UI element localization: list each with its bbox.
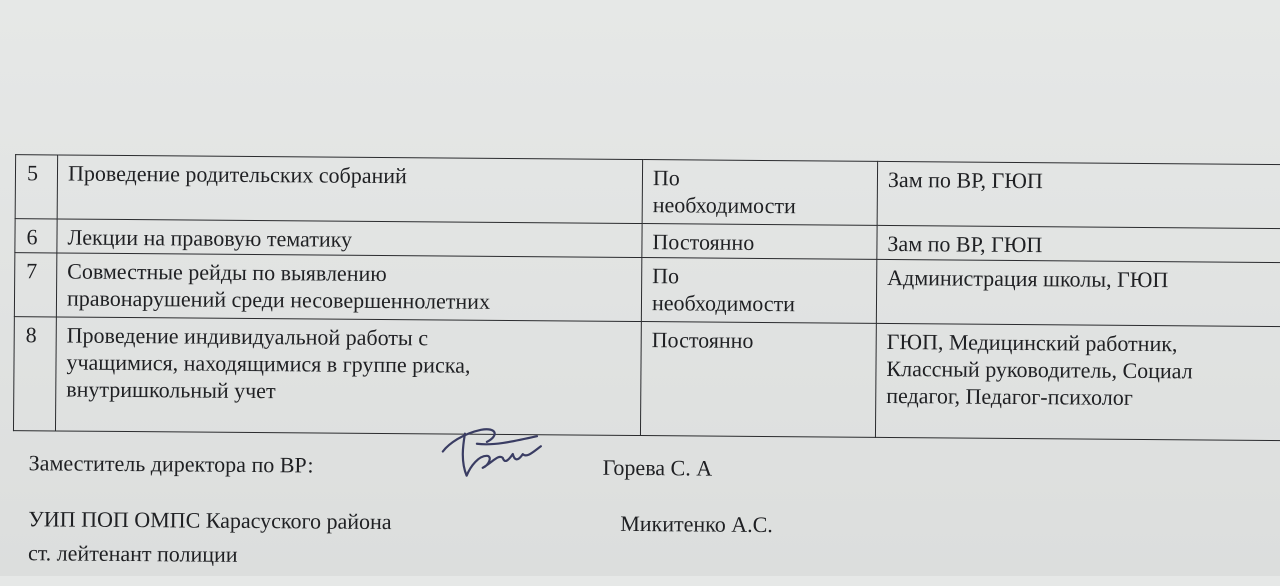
activity-cell [57,219,642,258]
responsible-text: Зам по ВР, ГЮП [887,166,1043,194]
activity-text: правонарушений среди несовершеннолетних [66,285,491,314]
activity-cell [55,317,641,436]
police-rank: ст. лейтенант полиции [27,540,238,567]
deputy-name: Горева С. А [602,454,713,481]
period-cell [640,322,876,438]
period-text: По [652,263,680,289]
responsible-text: педагог, Педагог-психолог [886,382,1133,410]
row-number: 7 [14,253,57,317]
police-title: УИП ПОП ОМПС Карасуского района [28,506,392,535]
activity-text: внутришкольный учет [66,376,276,404]
police-name: Микитенко А.С. [620,510,773,538]
period-cell [642,224,877,260]
row-number: 8 [13,317,56,431]
row-number: 5 [15,155,58,219]
responsible-cell [876,259,1280,326]
period-text: необходимости [652,192,796,219]
activity-plan-table [13,154,1280,441]
responsible-cell [875,323,1280,440]
activity-cell [57,155,642,224]
responsible-cell [877,161,1280,228]
responsible-text: ГЮП, Медицинский работник, [886,328,1178,357]
responsible-text: Зам по ВР, ГЮП [887,230,1043,258]
activity-cell [56,253,641,322]
activity-text: Проведение индивидуальной работы с [66,322,429,351]
period-cell [641,258,876,324]
period-text: необходимости [651,290,796,317]
responsible-text: Классный руководитель, Социал [886,355,1193,384]
row-number: 6 [15,219,57,253]
period-text: Постоянно [651,327,754,353]
table-row [15,155,1280,229]
period-cell [642,160,877,226]
activity-text: учащимися, находящимися в группе риска, [66,349,471,378]
activity-text: Лекции на правовую тематику [67,224,353,252]
deputy-title: Заместитель директора по ВР: [28,450,314,478]
activity-text: Проведение родительских собраний [67,160,407,189]
table-row [13,317,1280,441]
activity-text: Совместные рейды по выявлению [67,258,387,287]
responsible-cell [877,225,1280,262]
table-row [14,253,1280,327]
period-text: По [652,165,680,191]
responsible-text: Администрация школы, ГЮП [887,264,1169,293]
handwritten-signature [437,421,549,480]
period-text: Постоянно [652,229,755,255]
